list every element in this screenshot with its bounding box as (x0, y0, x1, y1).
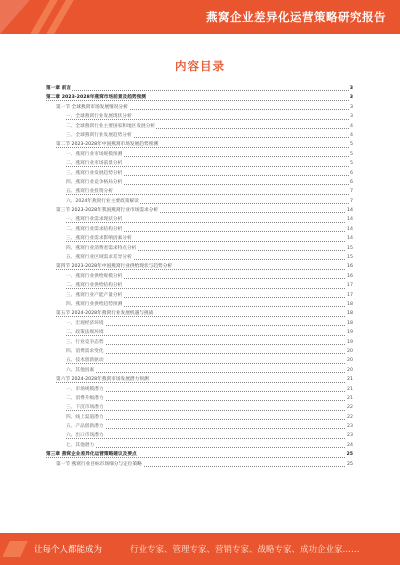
toc-entry-page: 3 (349, 103, 353, 112)
toc-entry[interactable] (46, 197, 353, 206)
toc-entry-page: 20 (346, 366, 353, 375)
toc-entry-label: 第三章 燕窝企业差异化运营策略建议及要点 (46, 452, 137, 458)
toc-entry[interactable] (46, 178, 353, 187)
toc-entry-page: 15 (346, 253, 353, 262)
toc-entry-label: 三、燕窝行业发展趋势分析 (66, 170, 123, 176)
toc-entry[interactable] (46, 300, 353, 309)
toc-leader-dots (66, 410, 349, 411)
toc-entry-page: 6 (349, 178, 353, 187)
toc-entry[interactable] (46, 187, 353, 196)
toc-leader-dots (66, 447, 349, 448)
toc-entry[interactable] (46, 366, 353, 375)
toc-entry-label: 四、线上渠道潜力 (66, 414, 104, 420)
toc-entry-label: 四、燕窝行业消费者需求特点分析 (66, 245, 137, 251)
toc-entry-page: 25 (346, 460, 353, 469)
toc-entry-label: 二、燕窝行业市场前景分析 (66, 161, 123, 167)
toc-entry[interactable] (46, 206, 353, 215)
toc-entry-label: 三、下沉市场潜力 (66, 405, 104, 411)
toc-leader-dots (66, 222, 349, 223)
toc-leader-dots (66, 335, 349, 336)
toc-leader-dots (46, 90, 349, 91)
toc-entry-label: 五、燕窝行业区域需求差异分析 (66, 255, 132, 261)
toc-entry-label: 二、燕窝行业供给结构分析 (66, 283, 123, 289)
toc-entry-label: 六、2024年燕窝行业主要政策解读 (66, 198, 139, 204)
toc-entry-label: 一、燕窝行业市场规模预测 (66, 151, 123, 157)
toc-entry-label: 四、燕窝行业供给趋势预测 (66, 301, 123, 307)
toc-entry[interactable] (46, 112, 353, 121)
toc-entry-label: 四、燕窝行业竞争格局分析 (66, 179, 123, 185)
toc-leader-dots (66, 353, 349, 354)
toc-entry-page: 7 (349, 197, 353, 206)
toc-entry-page: 16 (346, 262, 353, 271)
toc-entry[interactable] (46, 431, 353, 440)
toc-entry[interactable] (46, 347, 353, 356)
toc-entry-label: 第二节 2023-2028年中国燕窝市场发展趋势预测 (56, 142, 159, 148)
toc-entry-label: 一、市场规模潜力 (66, 386, 104, 392)
toc-entry-page: 15 (346, 244, 353, 253)
toc-entry-label: 五、产品创新潜力 (66, 424, 104, 430)
toc-entry[interactable] (46, 225, 353, 234)
toc-entry[interactable] (46, 262, 353, 271)
toc-entry[interactable] (46, 385, 353, 394)
toc-entry-label: 七、其他潜力 (66, 442, 95, 448)
toc-entry[interactable] (46, 328, 353, 337)
toc-leader-dots (66, 344, 349, 345)
toc-entry[interactable] (46, 413, 353, 422)
toc-entry-label: 一、全球燕窝行业发展现状分析 (66, 114, 132, 120)
toc-entry-page: 14 (346, 234, 353, 243)
toc-entry[interactable] (46, 159, 353, 168)
toc-entry-label: 第一章 前言 (46, 86, 72, 91)
toc-entry[interactable] (46, 169, 353, 178)
toc-entry-page: 23 (346, 431, 353, 440)
toc-leader-dots (66, 419, 349, 420)
toc-entry-page: 5 (349, 159, 353, 168)
toc-entry-page: 17 (346, 291, 353, 300)
toc-entry[interactable] (46, 215, 353, 224)
toc-entry-page: 20 (346, 347, 353, 356)
toc-entry-page: 24 (346, 441, 353, 450)
footer-slogan-left: 让每个人都能成为 (34, 545, 103, 555)
toc-entry-label: 五、技术创新驱动 (66, 358, 104, 364)
toc-heading: 内容目录 (175, 59, 225, 73)
toc-entry-page: 6 (349, 169, 353, 178)
toc-entry-page: 17 (346, 281, 353, 290)
toc-entry-page: 19 (346, 328, 353, 337)
table-of-contents (46, 84, 353, 469)
header-bar (0, 0, 400, 34)
toc-entry-page: 3 (349, 112, 353, 121)
toc-entry-label: 三、全球燕窝行业发展趋势分析 (66, 132, 132, 138)
toc-entry-page: 16 (346, 272, 353, 281)
toc-entry[interactable] (46, 244, 353, 253)
toc-entry-label: 第一节 燕窝行业目标市场细分与定位策略 (56, 461, 142, 467)
toc-entry[interactable] (46, 403, 353, 412)
toc-entry[interactable] (46, 84, 353, 93)
toc-entry-page: 21 (346, 375, 353, 384)
toc-entry-page: 23 (346, 422, 353, 431)
toc-entry-label: 第四节 2023-2028年中国燕窝行业供给现状与趋势分析 (56, 264, 173, 270)
toc-entry-page: 5 (349, 150, 353, 159)
toc-entry-page: 21 (346, 385, 353, 394)
toc-entry[interactable] (46, 375, 353, 384)
toc-entry-label: 三、燕窝行业需求影响因素分析 (66, 236, 132, 242)
footer-slogan-right: 行业专家、管理专家、营销专家、战略专家、成功企业家…… (130, 545, 360, 555)
toc-entry-label: 一、宏观经济环境 (66, 320, 104, 326)
toc-entry-page: 14 (346, 206, 353, 215)
toc-leader-dots (66, 391, 349, 392)
toc-entry[interactable] (46, 319, 353, 328)
footer-bar (0, 533, 400, 565)
toc-entry-page: 25 (345, 450, 353, 459)
toc-entry-label: 三、行业竞争态势 (66, 339, 104, 345)
toc-entry[interactable] (46, 131, 353, 140)
toc-leader-dots (66, 372, 349, 373)
toc-entry-label: 六、出口市场潜力 (66, 433, 104, 439)
toc-entry-page: 4 (349, 122, 353, 131)
toc-entry-label: 四、消费需求变化 (66, 348, 104, 354)
toc-entry-page: 18 (346, 309, 353, 318)
header-decoration (0, 0, 30, 34)
toc-entry-label: 一、燕窝行业供给规模分析 (66, 273, 123, 279)
toc-entry-page: 7 (349, 187, 353, 196)
toc-entry-page: 18 (346, 300, 353, 309)
toc-entry-page: 4 (349, 131, 353, 140)
toc-entry-label: 二、政策法规环境 (66, 330, 104, 336)
toc-entry[interactable] (46, 394, 353, 403)
toc-entry[interactable] (46, 272, 353, 281)
toc-entry[interactable] (46, 103, 353, 112)
toc-entry[interactable] (46, 253, 353, 262)
toc-leader-dots (66, 400, 349, 401)
report-title: 燕窝企业差异化运营策略研究报告 (206, 10, 386, 24)
toc-entry[interactable] (46, 281, 353, 290)
toc-entry-label: 第一节 全球燕窝市场发展情况分析 (56, 104, 128, 110)
toc-entry-label: 第二章 2023-2028年燕窝市场前景及趋势预测 (46, 95, 146, 101)
toc-entry-page: 5 (349, 140, 353, 149)
toc-entry[interactable] (46, 234, 353, 243)
toc-entry-page: 20 (346, 356, 353, 365)
toc-entry-page: 19 (346, 338, 353, 347)
toc-entry[interactable] (46, 441, 353, 450)
toc-entry-label: 第五节 2024-2028年燕窝行业发展机遇与挑战 (56, 311, 154, 317)
toc-entry-page: 21 (346, 394, 353, 403)
toc-entry[interactable] (46, 356, 353, 365)
toc-entry[interactable] (46, 122, 353, 131)
toc-entry-label: 二、全球燕窝行业主要国家和地区发展分析 (66, 123, 156, 129)
toc-entry-page: 22 (346, 403, 353, 412)
toc-entry-page: 14 (346, 225, 353, 234)
toc-entry[interactable] (46, 309, 353, 318)
toc-leader-dots (66, 325, 349, 326)
toc-entry-label: 五、燕窝行业投资分析 (66, 189, 113, 195)
toc-entry[interactable] (46, 460, 353, 469)
toc-entry-label: 六、其他因素 (66, 367, 95, 373)
toc-entry-label: 二、消费升级潜力 (66, 395, 104, 401)
toc-entry-page: 14 (346, 215, 353, 224)
toc-leader-dots (66, 428, 349, 429)
toc-entry-page: 22 (346, 413, 353, 422)
toc-entry[interactable] (46, 150, 353, 159)
toc-entry-page: 3 (349, 93, 353, 102)
toc-leader-dots (66, 438, 349, 439)
footer-decoration (2, 541, 27, 557)
toc-entry[interactable] (46, 422, 353, 431)
toc-leader-dots (66, 363, 349, 364)
toc-entry[interactable] (46, 291, 353, 300)
toc-entry[interactable] (46, 93, 353, 102)
toc-entry-label: 第三节 2023-2028年我国燕窝行业市场需求分析 (56, 208, 159, 214)
toc-entry[interactable] (46, 338, 353, 347)
toc-entry-label: 二、燕窝行业需求结构分析 (66, 226, 123, 232)
toc-entry-page: 18 (346, 319, 353, 328)
toc-entry[interactable] (46, 140, 353, 149)
toc-entry-page: 3 (349, 84, 353, 93)
toc-entry[interactable] (46, 450, 353, 459)
toc-entry-label: 第六节 2024-2028年燕窝市场发展潜力预测 (56, 377, 149, 383)
toc-entry-label: 三、燕窝行业产能产量分析 (66, 292, 123, 298)
toc-entry-label: 一、燕窝行业需求现状分析 (66, 217, 123, 223)
